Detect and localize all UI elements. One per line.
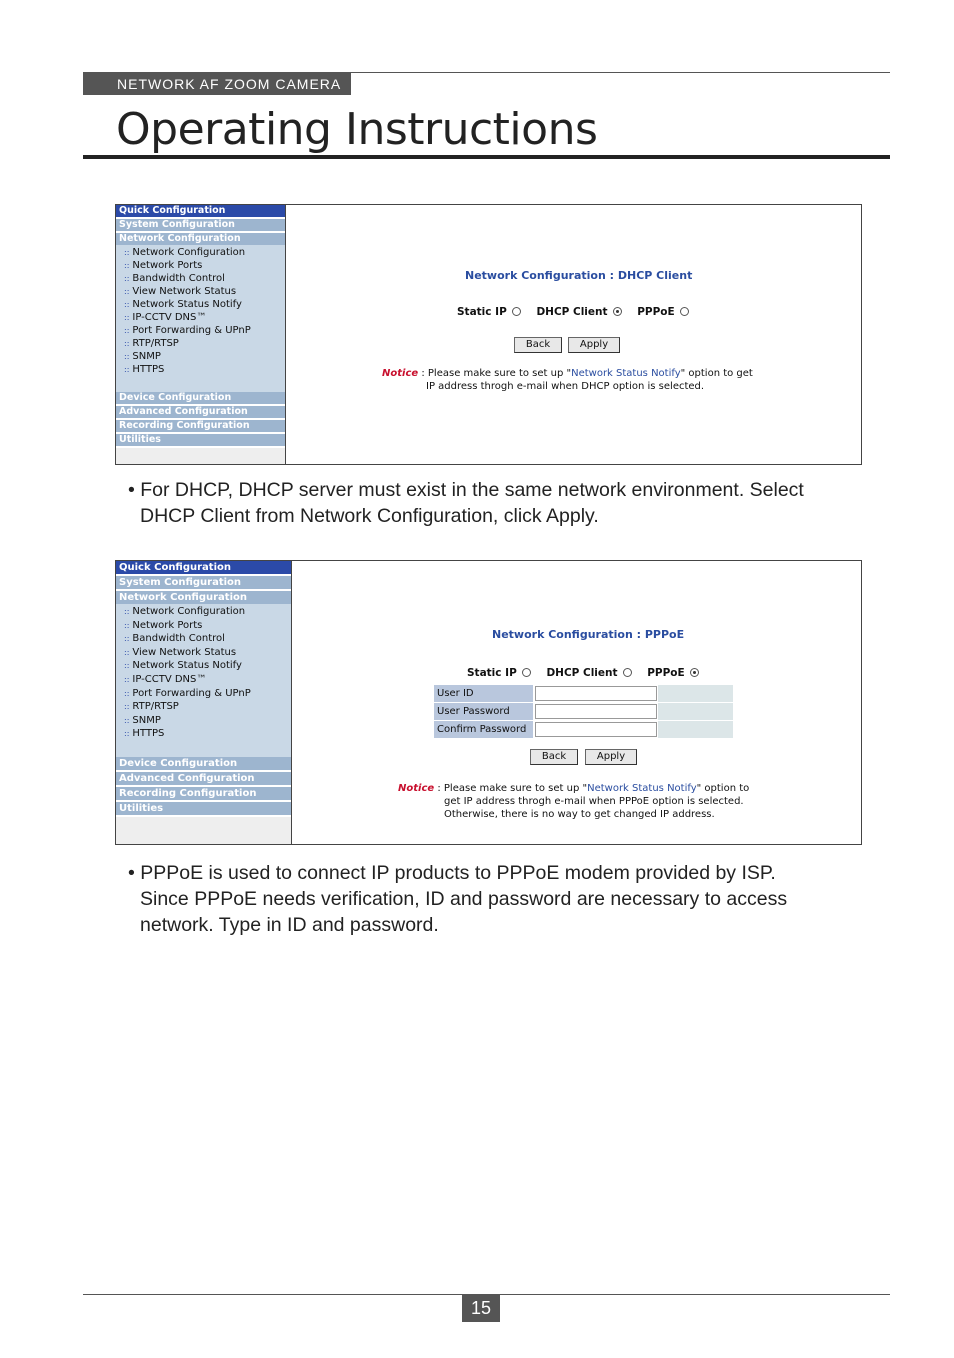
sidebar-item-label: Port Forwarding & UPnP bbox=[132, 325, 251, 336]
title-mode: PPPoE bbox=[644, 628, 685, 641]
form-row-user-id bbox=[434, 685, 733, 703]
notice-line1-post: " option to bbox=[696, 783, 750, 794]
sidebar-item-label: RTP/RTSP bbox=[132, 701, 179, 713]
sidebar-item-https[interactable] bbox=[116, 727, 291, 741]
product-tag: NETWORK AF ZOOM CAMERA bbox=[83, 73, 351, 95]
sidebar-quick-configuration[interactable]: Quick Configuration bbox=[116, 205, 285, 219]
notice-link[interactable]: Network Status Notify bbox=[587, 783, 697, 794]
sidebar-item-label: Network Configuration bbox=[132, 247, 246, 258]
user-password-input[interactable] bbox=[535, 704, 657, 719]
title-prefix: Network Configuration : bbox=[465, 269, 618, 282]
arrow-icon: :: bbox=[124, 339, 130, 348]
arrow-icon: :: bbox=[124, 661, 130, 671]
notice-line1-post: " option to get bbox=[680, 368, 753, 379]
static-ip-radio[interactable] bbox=[522, 668, 531, 677]
pppoe-credentials-form bbox=[434, 685, 733, 739]
sidebar-item-label: Bandwidth Control bbox=[132, 273, 225, 284]
sidebar-network-configuration[interactable]: Network Configuration bbox=[116, 591, 291, 604]
sidebar-item-port-forwarding[interactable] bbox=[116, 687, 291, 701]
apply-button[interactable]: Apply bbox=[585, 749, 637, 765]
bullet-line: DHCP Client from Network Configuration, click Apply. bbox=[140, 505, 599, 527]
sidebar-utilities[interactable]: Utilities bbox=[116, 434, 285, 448]
dhcp-screenshot bbox=[115, 204, 862, 465]
sidebar-quick-configuration[interactable]: Quick Configuration bbox=[116, 561, 291, 576]
bullet-dhcp bbox=[128, 477, 804, 529]
title-mode: DHCP Client bbox=[617, 269, 693, 282]
arrow-icon: :: bbox=[124, 274, 130, 283]
sidebar-network-submenu bbox=[116, 245, 285, 392]
pppoe-radio[interactable] bbox=[690, 668, 699, 677]
sidebar-item-label: Network Ports bbox=[132, 619, 203, 631]
static-ip-label: Static IP bbox=[457, 306, 507, 318]
content-title bbox=[465, 269, 692, 282]
sidebar-item-label: View Network Status bbox=[132, 286, 237, 297]
sidebar-item-label: Network Configuration bbox=[132, 606, 246, 617]
back-button[interactable]: Back bbox=[530, 749, 578, 765]
back-button[interactable]: Back bbox=[514, 337, 562, 353]
sidebar-item-network-status-notify[interactable] bbox=[116, 298, 285, 311]
title-prefix: Network Configuration : bbox=[492, 628, 645, 641]
sidebar-device-configuration[interactable]: Device Configuration bbox=[116, 392, 285, 406]
pppoe-label: PPPoE bbox=[637, 306, 675, 318]
sidebar-item-view-network-status[interactable] bbox=[116, 646, 291, 660]
sidebar-item-label: IP-CCTV DNS™ bbox=[132, 673, 207, 685]
sidebar-item-label: Network Status Notify bbox=[132, 299, 242, 310]
sidebar-utilities[interactable]: Utilities bbox=[116, 802, 291, 817]
arrow-icon: :: bbox=[124, 729, 130, 739]
sidebar-item-network-ports[interactable] bbox=[116, 619, 291, 633]
notice-line2: get IP address throgh e-mail when PPPoE option is selected. bbox=[444, 796, 744, 807]
sidebar-item-https[interactable] bbox=[116, 363, 285, 376]
sidebar-item-label: SNMP bbox=[132, 351, 161, 362]
bullet-pppoe bbox=[128, 860, 787, 938]
dhcp-client-radio[interactable] bbox=[613, 307, 622, 316]
title-underline bbox=[83, 155, 890, 159]
arrow-icon: :: bbox=[124, 352, 130, 361]
sidebar-item-label: SNMP bbox=[132, 714, 161, 726]
user-id-label: User ID bbox=[434, 685, 534, 702]
ip-mode-radio-group bbox=[457, 306, 701, 318]
dhcp-client-label: DHCP Client bbox=[546, 667, 618, 679]
sidebar-item-label: RTP/RTSP bbox=[132, 338, 179, 349]
sidebar-item-network-configuration[interactable] bbox=[116, 605, 291, 619]
sidebar-network-submenu bbox=[116, 604, 291, 757]
sidebar-item-label: View Network Status bbox=[132, 646, 237, 658]
form-row-confirm-password bbox=[434, 721, 733, 739]
bullet-line: • PPPoE is used to connect IP products to PPPoE modem provided by ISP. bbox=[128, 862, 776, 884]
notice-text bbox=[382, 367, 753, 393]
sidebar-recording-configuration[interactable]: Recording Configuration bbox=[116, 787, 291, 802]
arrow-icon: :: bbox=[124, 300, 130, 309]
sidebar-system-configuration[interactable]: System Configuration bbox=[116, 576, 291, 591]
arrow-icon: :: bbox=[124, 702, 130, 712]
sidebar-item-bandwidth-control[interactable] bbox=[116, 632, 291, 646]
arrow-icon: :: bbox=[124, 688, 130, 698]
sidebar-item-label: IP-CCTV DNS™ bbox=[132, 312, 207, 323]
arrow-icon: :: bbox=[124, 326, 130, 335]
user-password-label: User Password bbox=[434, 703, 534, 720]
bullet-line: • For DHCP, DHCP server must exist in the same network environment. Select bbox=[128, 479, 804, 501]
apply-button[interactable]: Apply bbox=[568, 337, 620, 353]
notice-colon: : bbox=[434, 783, 444, 794]
sidebar-item-rtp-rtsp[interactable] bbox=[116, 337, 285, 350]
sidebar-item-network-ports[interactable] bbox=[116, 259, 285, 272]
bullet-line: Since PPPoE needs verification, ID and password are necessary to access bbox=[140, 888, 788, 910]
ip-mode-radio-group bbox=[467, 667, 711, 679]
notice-link[interactable]: Network Status Notify bbox=[571, 368, 681, 379]
sidebar-item-port-forwarding[interactable] bbox=[116, 324, 285, 337]
form-row-filler bbox=[658, 703, 733, 720]
sidebar-item-ip-cctv-dns[interactable] bbox=[116, 311, 285, 324]
notice-line3: Otherwise, there is no way to get changed IP address. bbox=[444, 809, 715, 820]
notice-line2: IP address throgh e-mail when DHCP option is selected. bbox=[426, 381, 705, 392]
arrow-icon: :: bbox=[124, 715, 130, 725]
dhcp-client-radio[interactable] bbox=[623, 668, 632, 677]
confirm-password-label: Confirm Password bbox=[434, 721, 534, 738]
arrow-icon: :: bbox=[124, 634, 130, 644]
static-ip-radio[interactable] bbox=[512, 307, 521, 316]
sidebar-item-snmp[interactable] bbox=[116, 350, 285, 363]
sidebar-item-snmp[interactable] bbox=[116, 714, 291, 728]
arrow-icon: :: bbox=[124, 620, 130, 630]
arrow-icon: :: bbox=[124, 313, 130, 322]
page-title: Operating Instructions bbox=[116, 104, 598, 155]
confirm-password-input[interactable] bbox=[535, 722, 657, 737]
sidebar-item-bandwidth-control[interactable] bbox=[116, 272, 285, 285]
sidebar-advanced-configuration[interactable]: Advanced Configuration bbox=[116, 406, 285, 420]
sidebar-item-label: Bandwidth Control bbox=[132, 633, 225, 645]
arrow-icon: :: bbox=[124, 365, 130, 374]
sidebar-menu bbox=[116, 205, 286, 464]
sidebar-item-rtp-rtsp[interactable] bbox=[116, 700, 291, 714]
static-ip-label: Static IP bbox=[467, 667, 517, 679]
notice-line1-pre: Please make sure to set up " bbox=[427, 368, 572, 379]
sidebar-recording-configuration[interactable]: Recording Configuration bbox=[116, 420, 285, 434]
sidebar-item-network-configuration[interactable] bbox=[116, 246, 285, 259]
bullet-line: network. Type in ID and password. bbox=[140, 914, 439, 936]
arrow-icon: :: bbox=[124, 607, 130, 616]
sidebar-item-view-network-status[interactable] bbox=[116, 285, 285, 298]
content-title bbox=[492, 628, 684, 641]
pppoe-label: PPPoE bbox=[647, 667, 685, 679]
form-row-filler bbox=[658, 721, 733, 738]
form-row-user-password bbox=[434, 703, 733, 721]
form-row-filler bbox=[658, 685, 733, 702]
notice-colon: : bbox=[418, 368, 428, 379]
arrow-icon: :: bbox=[124, 287, 130, 296]
notice-label: Notice bbox=[382, 368, 419, 379]
sidebar-item-label: Network Ports bbox=[132, 260, 203, 271]
arrow-icon: :: bbox=[124, 674, 130, 684]
sidebar-system-configuration[interactable]: System Configuration bbox=[116, 219, 285, 233]
pppoe-radio[interactable] bbox=[680, 307, 689, 316]
sidebar-advanced-configuration[interactable]: Advanced Configuration bbox=[116, 772, 291, 787]
notice-line1-pre: Please make sure to set up " bbox=[443, 783, 588, 794]
dhcp-client-label: DHCP Client bbox=[536, 306, 608, 318]
pppoe-screenshot bbox=[115, 560, 862, 845]
notice-label: Notice bbox=[398, 783, 435, 794]
sidebar-menu bbox=[116, 561, 292, 844]
sidebar-item-label: Port Forwarding & UPnP bbox=[132, 687, 251, 699]
arrow-icon: :: bbox=[124, 261, 130, 270]
sidebar-network-configuration[interactable]: Network Configuration bbox=[116, 233, 285, 245]
arrow-icon: :: bbox=[124, 248, 130, 257]
sidebar-item-ip-cctv-dns[interactable] bbox=[116, 673, 291, 687]
sidebar-item-label: HTTPS bbox=[132, 728, 165, 740]
page-number: 15 bbox=[462, 1294, 500, 1322]
notice-text bbox=[398, 782, 749, 821]
sidebar-item-label: Network Status Notify bbox=[132, 660, 242, 672]
sidebar-item-network-status-notify[interactable] bbox=[116, 659, 291, 673]
sidebar-device-configuration[interactable]: Device Configuration bbox=[116, 757, 291, 772]
arrow-icon: :: bbox=[124, 647, 130, 657]
sidebar-item-label: HTTPS bbox=[132, 364, 165, 375]
user-id-input[interactable] bbox=[535, 686, 657, 701]
